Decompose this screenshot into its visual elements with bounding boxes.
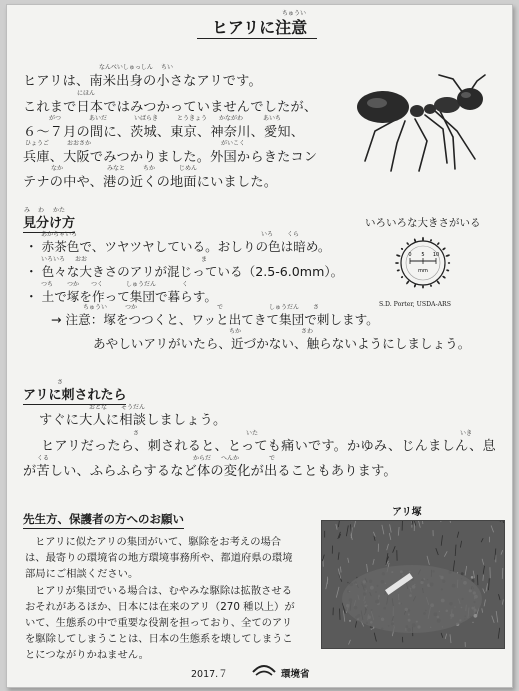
ruby: ちか (229, 328, 242, 335)
size-tick-label: 5 (421, 252, 425, 258)
ruby: ひょうご (25, 140, 50, 147)
ruby: あいち (263, 115, 282, 122)
intro-line-3: ６～７月の間に、茨城、東京、神奈川、愛知、 (23, 125, 305, 140)
ruby: へんか (221, 455, 240, 462)
parents-heading: 先生方、保護者の方へのお願い (23, 511, 184, 529)
footer-ministry: 環境省 (281, 669, 310, 680)
title-underline (197, 38, 317, 39)
parents-line: は、最寄りの環境省の地方環境事務所や、都道府県の環境 (25, 552, 293, 564)
ruby: つく (91, 281, 104, 288)
ruby: しゅうだん (126, 281, 157, 288)
stung-line-3: が苦しい、ふらふらするなど体の変化が出ることもあります。 (23, 464, 397, 479)
size-tick-label: 0 (408, 252, 412, 258)
ruby: あかちゃいろ (41, 231, 78, 238)
ruby: ちゅうい (83, 304, 108, 311)
ring-ant-icon (406, 242, 409, 246)
ruby: つか (125, 304, 138, 311)
ring-ant-icon (446, 269, 450, 272)
ring-ant-icon (445, 254, 450, 257)
stung-heading: アリに刺されたら (23, 384, 126, 405)
identify-warning: あやしいアリがいたら、近づかない、触らないようにしましょう。 (93, 336, 471, 351)
ring-ant-icon (422, 237, 424, 242)
ring-ant-icon (442, 275, 446, 279)
ant-illustration-icon (335, 71, 505, 181)
ruby: あいだ (89, 115, 108, 122)
intro-line-1: ヒアリは、南米出身の小さなアリです。 (23, 74, 262, 89)
ruby: くる (37, 455, 50, 462)
ring-ant-icon (442, 247, 446, 251)
ruby: おお (75, 256, 88, 263)
ruby: み (24, 207, 31, 214)
parents-line: 部局にご相談ください。 (25, 568, 139, 580)
size-tick-label: 10 (432, 252, 440, 258)
ring-ant-icon (422, 285, 424, 288)
ruby: ちか (143, 165, 156, 172)
stung-line-1: すぐに大人に相談しましょう。 (39, 413, 227, 428)
parents-line: を駆除してしまうことは、日本の生態系を壊してしまうこ (25, 633, 293, 645)
ring-ant-icon (437, 242, 440, 246)
ring-ant-icon (448, 262, 450, 264)
ruby: とうきょう (177, 115, 208, 122)
parents-line: おそれがあるほか、日本には在来のアリ（270 種以上）が (25, 601, 295, 613)
ring-ant-icon (401, 276, 404, 279)
ruby: そうだん (121, 404, 146, 411)
ruby: いばらき (134, 115, 159, 122)
size-unit-label: mm (418, 268, 428, 274)
parents-line: いて、生態系の中で重要な役割を担っており、全てのアリ (25, 617, 293, 629)
ruby: さ (313, 304, 320, 311)
ruby: かた (53, 207, 66, 214)
page-title: ヒアリに注意 (211, 18, 308, 37)
identify-item-3: ・ 土で塚を作って集団で暮らす。 (25, 289, 217, 304)
ring-ant-icon (401, 247, 404, 250)
sizes-caption: いろいろな大きさがいる (365, 217, 481, 229)
ruby: さわ (301, 328, 314, 335)
ruby: で (217, 304, 224, 311)
ruby: ま (201, 256, 208, 263)
ruby: かながわ (219, 115, 244, 122)
ring-ant-icon (436, 280, 440, 285)
ant-size-circle-icon (383, 231, 463, 295)
ruby: にほん (77, 90, 96, 97)
intro-line-4: 兵庫、大阪でみつかりました。外国からきたコン (23, 150, 318, 165)
ruby: くら (287, 231, 300, 238)
title-ruby: ちゅうい (282, 10, 307, 17)
ring-ant-icon (397, 269, 401, 272)
ruby: わ (38, 207, 45, 214)
ruby: さ (57, 379, 64, 386)
ring-ant-icon (396, 254, 401, 257)
ruby: からだ (193, 455, 212, 462)
ruby: ちい (161, 64, 174, 71)
parents-line: とにつながりかねません。 (25, 649, 149, 661)
ring-ant-icon (430, 239, 432, 242)
ant-mound-photo (321, 520, 505, 649)
ruby: つち (41, 281, 54, 288)
photo-credit: S.D. Porter, USDA-ARS (379, 301, 451, 308)
ring-ant-icon (430, 284, 432, 287)
ruby: で (269, 455, 276, 462)
footer-date: 2017.７ (191, 669, 228, 680)
ruby: なか (51, 165, 64, 172)
ruby: く (182, 281, 189, 288)
identify-item-2: ・ 色々な大きさのアリが混じっている（2.5-6.0mm）。 (25, 264, 344, 279)
notice-sheet (6, 4, 513, 688)
ruby: なんべいしゅっしん (99, 64, 153, 71)
ruby: いろいろ (41, 256, 66, 263)
parents-line: ヒアリが集団でいる場合は、むやみな駆除は拡散させる (35, 585, 293, 597)
ministry-logo-icon (251, 660, 277, 680)
ruby: じめん (179, 165, 198, 172)
ruby: おおさか (67, 140, 92, 147)
ruby: いた (246, 430, 259, 437)
identify-heading: 見分け方 (23, 212, 75, 233)
ruby: おとな (89, 404, 108, 411)
ruby: みなと (107, 165, 126, 172)
ruby: つか (67, 281, 80, 288)
ruby: がつ (49, 115, 62, 122)
ring-ant-icon (406, 280, 410, 285)
ruby: いろ (261, 231, 274, 238)
ruby: しゅうだん (269, 304, 300, 311)
intro-line-5: テナの中や、港の近くの地面にいました。 (23, 175, 278, 190)
identify-item-1: ・ 赤茶色で、ツヤツヤしている。おしりの色は暗め。 (25, 239, 331, 254)
ruby: さ (133, 430, 140, 437)
ruby: いき (460, 430, 473, 437)
parents-line: ヒアリに似たアリの集団がいて、駆除をお考えの場合 (35, 536, 282, 548)
stung-line-2: ヒアリだったら、刺されると、とっても痛いです。かゆみ、じんましん、息 (41, 439, 496, 454)
ruby: がいこく (221, 140, 246, 147)
ring-ant-icon (395, 262, 399, 264)
photo-caption: アリ塚 (392, 507, 422, 518)
intro-line-2: これまで日本ではみつかっていませんでしたが、 (23, 100, 318, 115)
identify-note: → 注意：塚をつつくと、ワッと出てきて集団で刺します。 (51, 312, 379, 327)
